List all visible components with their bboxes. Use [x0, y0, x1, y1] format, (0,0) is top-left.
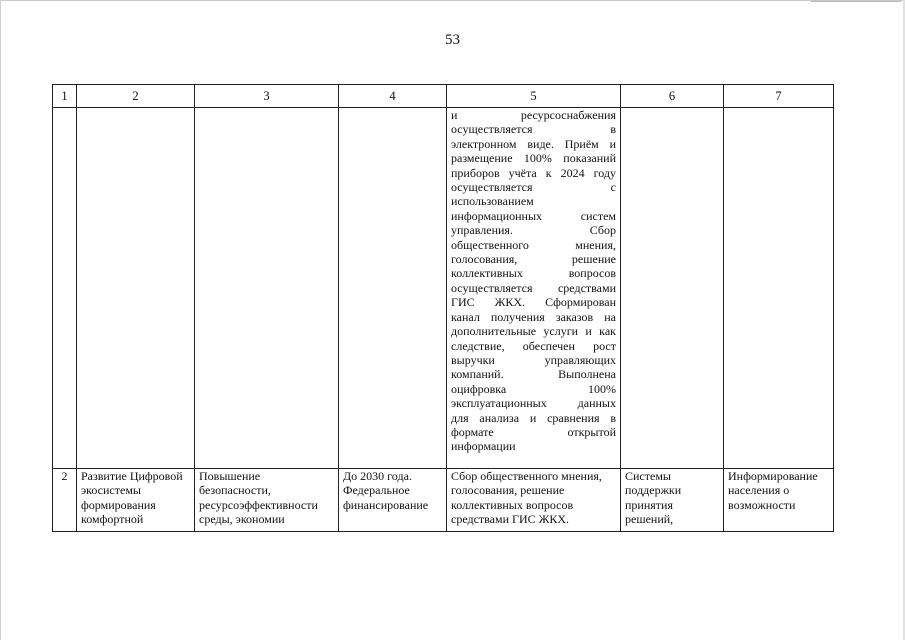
table-header-row	[53, 85, 834, 108]
empty-cell	[724, 108, 834, 469]
cell-text: Системы поддержки принятия решений,	[625, 469, 682, 527]
cell-text: Информирование населения о возможности	[728, 469, 818, 512]
row-number: 2	[61, 469, 68, 483]
row-number-cell	[53, 469, 77, 532]
table-cell-col7	[724, 469, 834, 532]
table-cell-col5	[447, 108, 621, 469]
scan-edge	[0, 0, 1, 640]
cell-text: Развитие Цифровой экосистемы формирования комфортной	[81, 469, 183, 527]
text-line: осуществляется средствами	[451, 280, 616, 295]
text-line: размещение 100% показаний	[451, 151, 616, 166]
text-line: осуществляется в	[451, 122, 616, 137]
text-line: информационных систем	[451, 208, 616, 223]
cell-text: Сбор общественного мнения, голосования, решение коллективных вопросов средствами ГИС ЖКХ.	[451, 469, 602, 527]
column-header: 1	[53, 85, 77, 108]
text-line: дополнительные услуги и как	[451, 324, 616, 339]
empty-cell	[77, 108, 195, 469]
text-line: ГИС ЖКХ. Сформирован	[451, 295, 616, 310]
text-line: осуществляется с	[451, 180, 616, 195]
table-cell-col2	[77, 469, 195, 532]
table-cell-col5	[447, 469, 621, 532]
text-line: голосования, решение	[451, 252, 616, 267]
text-line: формате открытой	[451, 424, 616, 439]
empty-cell	[339, 108, 447, 469]
text-line: информации	[451, 439, 516, 454]
empty-cell	[621, 108, 724, 469]
table-row-continuation	[53, 108, 834, 469]
text-line: электронном виде. Приём и	[451, 136, 616, 151]
document-table	[52, 84, 834, 532]
column-header: 3	[195, 85, 339, 108]
text-line: использованием	[451, 194, 534, 209]
scan-edge	[0, 0, 905, 1]
table-cell-col4	[339, 469, 447, 532]
cell-text: До 2030 года. Федеральное финансирование	[343, 469, 429, 512]
text-line: выручки управляющих	[451, 352, 616, 367]
text-line: канал получения заказов на	[451, 309, 616, 324]
empty-cell	[53, 108, 77, 469]
text-line: следствие, обеспечен рост	[451, 338, 616, 353]
text-line: оцифровка 100%	[451, 381, 616, 396]
table-cell-col3	[195, 469, 339, 532]
text-line: приборов учёта к 2024 году	[451, 165, 616, 180]
text-line: общественного мнения,	[451, 237, 616, 252]
table-row-2	[53, 469, 834, 532]
text-line: для анализа и сравнения в	[451, 410, 616, 425]
text-line: и ресурсоснабжения	[451, 108, 616, 122]
empty-cell	[195, 108, 339, 469]
text-line: компаний. Выполнена	[451, 367, 616, 382]
text-line: управления. Сбор	[451, 223, 616, 238]
column-header: 2	[77, 85, 195, 108]
column-header: 4	[339, 85, 447, 108]
column-header: 6	[621, 85, 724, 108]
page-number: 53	[445, 32, 460, 48]
text-line: коллективных вопросов	[451, 266, 616, 281]
column-header: 7	[724, 85, 834, 108]
table-cell-col6	[621, 469, 724, 532]
cell-text: Повышение безопасности, ресурсоэффективности среды, экономии	[199, 469, 318, 527]
text-line: эксплуатационных данных	[451, 396, 616, 411]
scan-mark	[811, 1, 901, 2]
column-header: 5	[447, 85, 621, 108]
